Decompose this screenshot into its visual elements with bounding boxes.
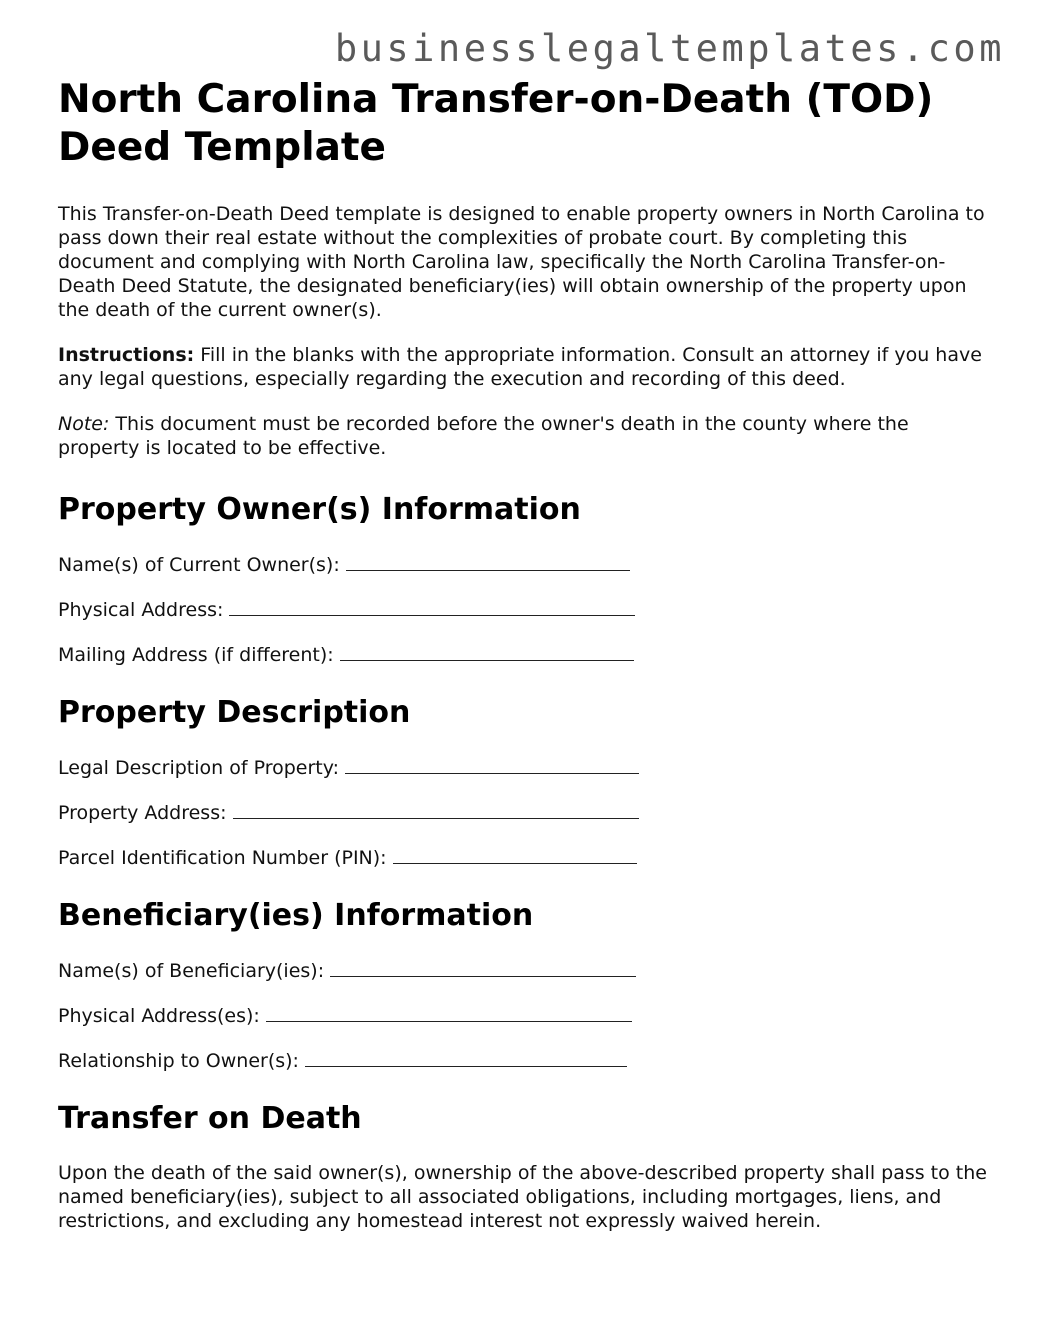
blank-line[interactable] xyxy=(305,1048,627,1067)
section-heading-owner: Property Owner(s) Information xyxy=(58,492,581,527)
instructions-label: Instructions: xyxy=(58,344,195,366)
instructions-paragraph xyxy=(58,343,988,391)
note-text: This document must be recorded before the owner's death in the county where the property is located to be effective. xyxy=(58,413,909,459)
field-parcel-id xyxy=(58,845,988,870)
field-legal-description xyxy=(58,755,988,780)
watermark: businesslegaltemplates.com xyxy=(334,27,1005,70)
section-heading-property: Property Description xyxy=(58,695,411,730)
field-label: Parcel Identification Number (PIN): xyxy=(58,847,387,869)
document-page xyxy=(58,76,988,1254)
field-beneficiary-names xyxy=(58,958,988,983)
field-physical-address xyxy=(58,597,988,622)
instructions-text: Fill in the blanks with the appropriate information. Consult an attorney if you have any legal questions, especially regarding the execution and recording of this deed. xyxy=(58,344,982,390)
blank-line[interactable] xyxy=(330,958,636,977)
field-beneficiary-addresses xyxy=(58,1003,988,1028)
blank-line[interactable] xyxy=(346,552,630,571)
section-heading-beneficiary: Beneficiary(ies) Information xyxy=(58,898,534,933)
blank-line[interactable] xyxy=(340,642,634,661)
blank-line[interactable] xyxy=(229,597,635,616)
field-label: Physical Address: xyxy=(58,599,224,621)
note-label: Note: xyxy=(58,413,110,435)
field-label: Relationship to Owner(s): xyxy=(58,1050,299,1072)
blank-line[interactable] xyxy=(266,1003,632,1022)
blank-line[interactable] xyxy=(393,845,637,864)
field-mailing-address xyxy=(58,642,988,667)
section-heading-transfer: Transfer on Death xyxy=(58,1101,362,1136)
field-label: Name(s) of Beneficiary(ies): xyxy=(58,960,325,982)
field-label: Name(s) of Current Owner(s): xyxy=(58,554,340,576)
field-label: Physical Address(es): xyxy=(58,1005,260,1027)
intro-paragraph: This Transfer-on-Death Deed template is designed to enable property owners in North Carolina to pass down their real estate without the complexities of probate court. By completing this document and complying with North Carolina law, specifically the North Carolina Transfer-on-Death Deed Statute, the designated beneficiary(ies) will obtain ownership of the property upon the death of the current owner(s). xyxy=(58,203,985,321)
field-label: Legal Description of Property: xyxy=(58,757,339,779)
field-label: Property Address: xyxy=(58,802,227,824)
field-current-owners xyxy=(58,552,988,577)
blank-line[interactable] xyxy=(233,800,639,819)
field-label: Mailing Address (if different): xyxy=(58,644,334,666)
note-paragraph xyxy=(58,412,988,460)
document-title: North Carolina Transfer-on-Death (TOD) Deed Template xyxy=(58,77,934,170)
transfer-paragraph: Upon the death of the said owner(s), ownership of the above-described property shall pass to the named beneficiary(ies), subject to all associated obligations, including mortgages, liens, and restrictions, and excluding any homestead interest not expressly waived herein. xyxy=(58,1162,987,1232)
field-relationship xyxy=(58,1048,988,1073)
blank-line[interactable] xyxy=(345,755,639,774)
field-property-address xyxy=(58,800,988,825)
